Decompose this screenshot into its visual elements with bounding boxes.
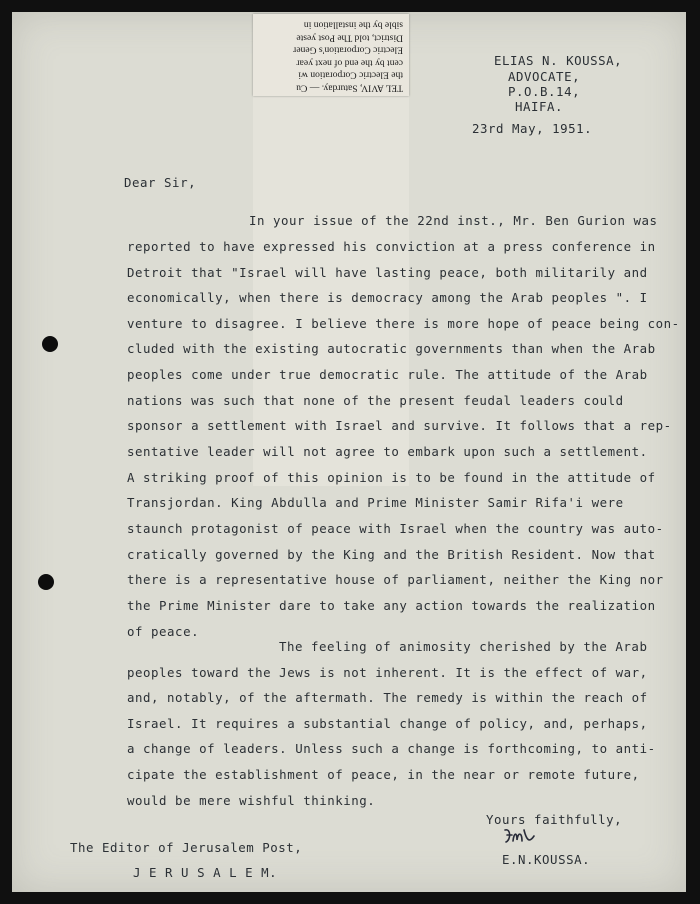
- signature-name: E.N.KOUSSA.: [502, 852, 591, 867]
- addressee-line1: The Editor of Jerusalem Post,: [70, 840, 303, 855]
- clipping-line: the Electric Corporation wi: [298, 69, 403, 81]
- body-line: The feeling of animosity cherished by the Arab: [279, 639, 648, 654]
- body-line: the Prime Minister dare to take any action towards the realization: [127, 598, 656, 613]
- body-line: staunch protagonist of peace with Israel when the country was auto-: [127, 521, 664, 536]
- body-line: venture to disagree. I believe there is more hope of peace being con-: [127, 316, 680, 331]
- salutation: Dear Sir,: [124, 175, 197, 190]
- newspaper-clipping: [253, 14, 409, 96]
- body-line: nations was such that none of the present feudal leaders could: [127, 393, 624, 408]
- clipping-line: cent by the end of next year: [296, 57, 403, 69]
- clipping-line: TEL AVIV, Saturday. — Cu: [296, 82, 403, 94]
- body-line: of peace.: [127, 624, 200, 639]
- body-line: Transjordan. King Abdulla and Prime Minister Samir Rifa'i were: [127, 495, 624, 510]
- letterhead-city: HAIFA.: [515, 99, 564, 114]
- letterhead-name: ELIAS N. KOUSSA,: [494, 53, 623, 68]
- punch-hole-bottom: [38, 574, 54, 590]
- clipping-text: [259, 18, 403, 94]
- body-line: reported to have expressed his conviction at a press conference in: [127, 239, 656, 254]
- clipping-line: Electric Corporation's Gener: [293, 44, 403, 56]
- punch-hole-top: [42, 336, 58, 352]
- clipping-line: District, told The Post yeste: [296, 32, 403, 44]
- letter-date: 23rd May, 1951.: [472, 121, 593, 136]
- body-line: peoples toward the Jews is not inherent. It is the effect of war,: [127, 665, 648, 680]
- body-line: economically, when there is democracy among the Arab peoples ". I: [127, 290, 648, 305]
- body-line: In your issue of the 22nd inst., Mr. Ben Gurion was: [249, 213, 658, 228]
- body-line: there is a representative house of parliament, neither the King nor: [127, 572, 664, 587]
- body-line: A striking proof of this opinion is to be found in the attitude of: [127, 470, 656, 485]
- body-line: peoples come under true democratic rule. The attitude of the Arab: [127, 367, 648, 382]
- letterhead-title: ADVOCATE,: [508, 69, 581, 84]
- body-line: Detroit that "Israel will have lasting peace, both militarily and: [127, 265, 648, 280]
- handwritten-signature: [503, 826, 537, 848]
- body-line: cratically governed by the King and the British Resident. Now that: [127, 547, 656, 562]
- body-line: cluded with the existing autocratic governments than when the Arab: [127, 341, 656, 356]
- body-line: Israel. It requires a substantial change of policy, and, perhaps,: [127, 716, 648, 731]
- body-line: would be mere wishful thinking.: [127, 793, 376, 808]
- clipping-line: sible by the installation in: [303, 19, 403, 31]
- addressee-line2: J E R U S A L E M.: [133, 865, 278, 880]
- letterhead-po-box: P.O.B.14,: [508, 84, 581, 99]
- closing: Yours faithfully,: [486, 812, 623, 827]
- body-line: and, notably, of the aftermath. The remedy is within the reach of: [127, 690, 648, 705]
- body-line: sponsor a settlement with Israel and survive. It follows that a rep-: [127, 418, 672, 433]
- body-line: a change of leaders. Unless such a change is forthcoming, to anti-: [127, 741, 656, 756]
- body-line: cipate the establishment of peace, in the near or remote future,: [127, 767, 640, 782]
- body-line: sentative leader will not agree to embark upon such a settlement.: [127, 444, 648, 459]
